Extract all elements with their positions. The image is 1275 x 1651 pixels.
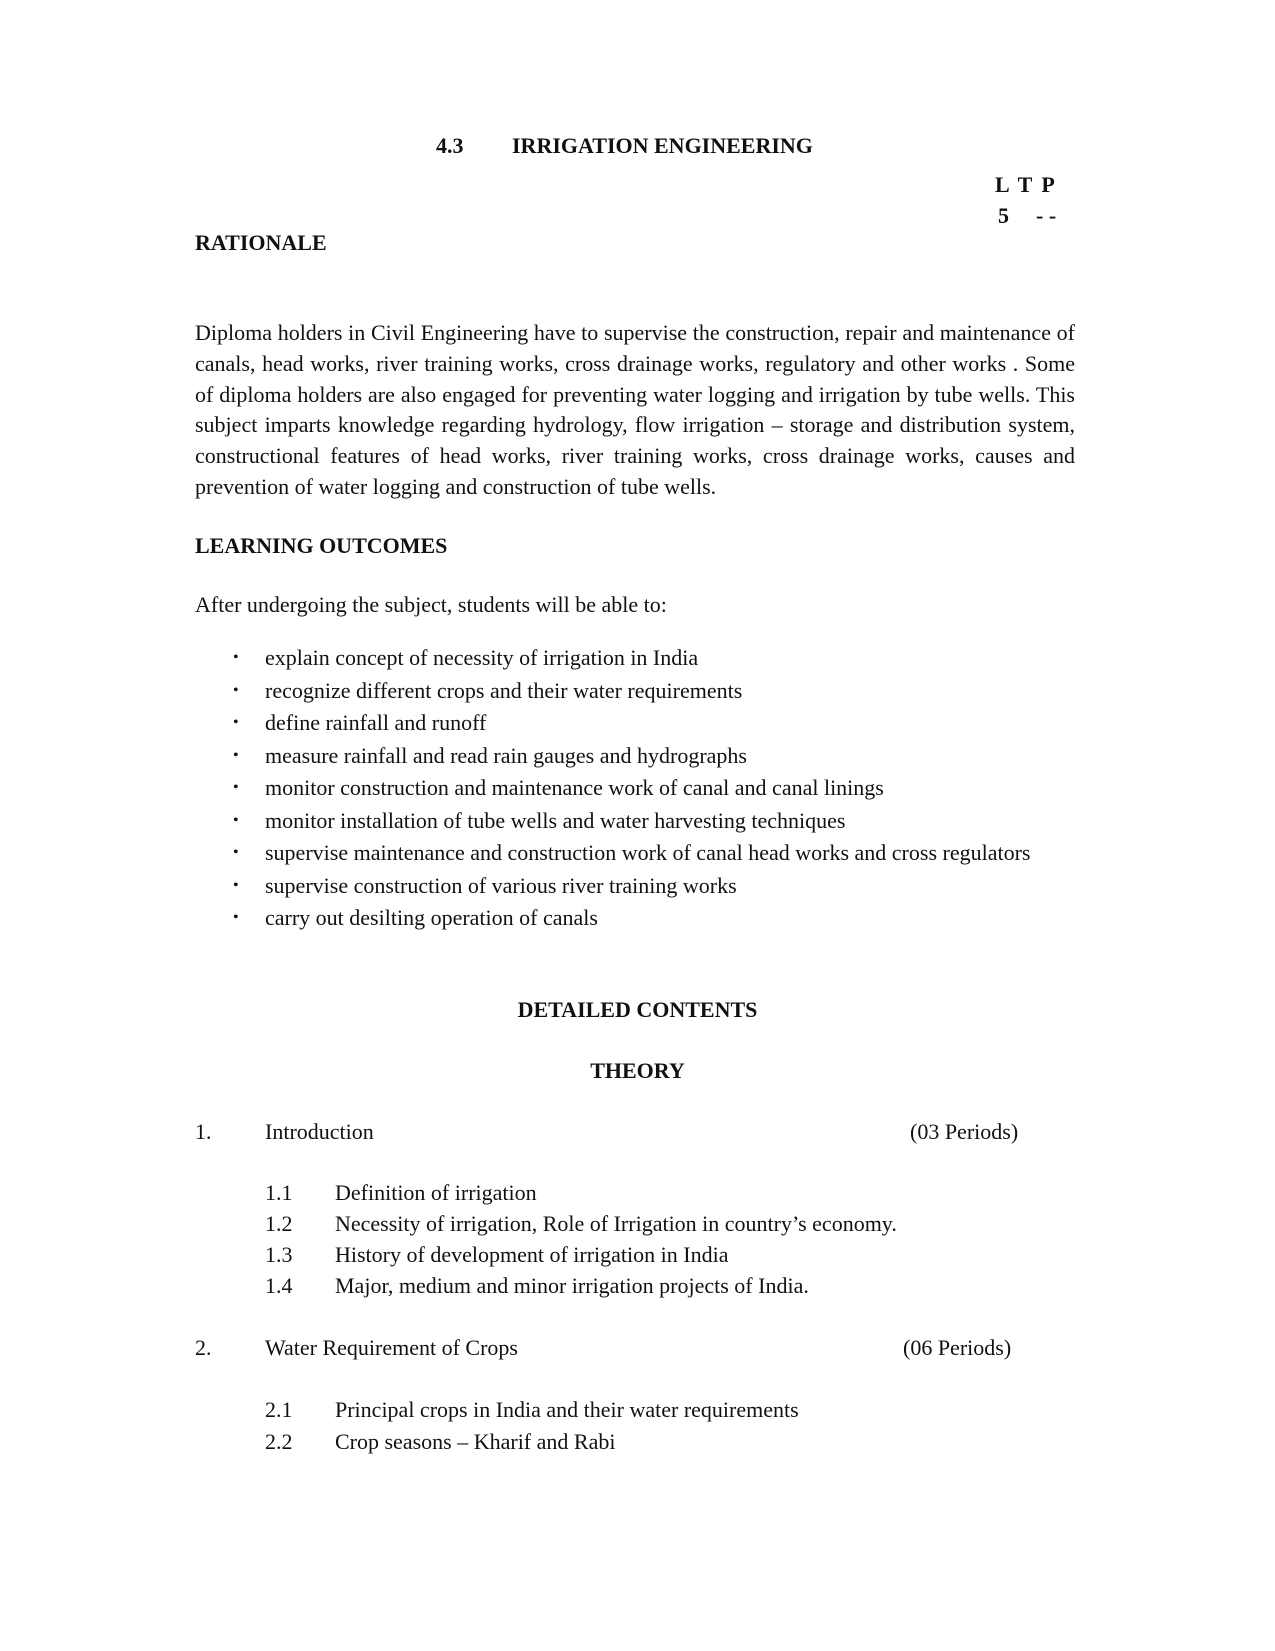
list-item: • supervise construction of various river training works bbox=[228, 871, 1028, 902]
topic-periods: (06 Periods) bbox=[903, 1335, 1012, 1360]
bullet-icon: • bbox=[233, 909, 239, 926]
bullet-icon: • bbox=[233, 844, 239, 861]
subtopic-text: Definition of irrigation bbox=[335, 1180, 537, 1205]
subtopic-number: 1.1 bbox=[265, 1180, 293, 1205]
list-item: • monitor construction and maintenance work of canal and canal linings bbox=[228, 773, 1028, 804]
course-title: IRRIGATION ENGINEERING bbox=[512, 133, 813, 158]
subtopic-text: Crop seasons – Kharif and Rabi bbox=[335, 1429, 616, 1454]
list-item: • monitor installation of tube wells and water harvesting techniques bbox=[228, 806, 1028, 837]
topic-periods: (03 Periods) bbox=[910, 1119, 1019, 1144]
bullet-icon: • bbox=[233, 649, 239, 666]
theory-heading: THEORY bbox=[590, 1058, 685, 1083]
ltp-tutorial-practical-value: - - bbox=[1036, 203, 1057, 228]
bullet-icon: • bbox=[233, 876, 239, 894]
list-item: • measure rainfall and read rain gauges and hydrographs bbox=[228, 741, 1028, 772]
detailed-contents-heading: DETAILED CONTENTS bbox=[517, 997, 758, 1022]
ltp-labels: L T P bbox=[995, 172, 1055, 197]
bullet-icon: • bbox=[233, 811, 239, 829]
subtopic-number: 1.3 bbox=[265, 1242, 293, 1267]
topic-title: Introduction bbox=[265, 1119, 374, 1144]
course-code: 4.3 bbox=[436, 133, 464, 158]
subtopic-text: History of development of irrigation in India bbox=[335, 1242, 729, 1267]
ltp-lecture-value: 5 bbox=[998, 203, 1009, 228]
learning-outcomes-intro: After undergoing the subject, students will be able to: bbox=[195, 592, 667, 617]
rationale-paragraph: Diploma holders in Civil Engineering have to supervise the construction, repair and maintenance of canals, head works, river training works, cross drainage works, regulatory and other works . Some of diploma holders are also engaged for preventing water logging and irrigation by tube wells. This subject imparts knowledge regarding hydrology, flow irrigation – storage and distribution system, constructional features of head works, river training works, cross drainage works, causes and prevention of water logging and construction of tube wells. bbox=[195, 320, 1075, 499]
subtopic-text: Major, medium and minor irrigation projects of India. bbox=[335, 1273, 809, 1298]
list-item: • explain concept of necessity of irrigation in India bbox=[228, 643, 1028, 674]
subtopic-text: Principal crops in India and their water requirements bbox=[335, 1397, 799, 1422]
subtopic-number: 1.2 bbox=[265, 1211, 293, 1236]
bullet-icon: • bbox=[233, 681, 239, 699]
subtopic-number: 1.4 bbox=[265, 1273, 293, 1298]
bullet-icon: • bbox=[233, 779, 239, 796]
list-item: • supervise maintenance and construction work of canal head works and cross regulators bbox=[228, 838, 1038, 869]
learning-outcomes-heading: LEARNING OUTCOMES bbox=[195, 533, 448, 558]
list-item: • recognize different crops and their water requirements bbox=[228, 676, 1028, 707]
learning-outcomes-list bbox=[228, 643, 1031, 936]
bullet-icon: • bbox=[233, 714, 239, 731]
subtopic-text: Necessity of irrigation, Role of Irrigation in country’s economy. bbox=[335, 1211, 897, 1236]
subtopic-number: 2.2 bbox=[265, 1429, 293, 1454]
topic-number: 2. bbox=[195, 1335, 212, 1360]
subtopic-number: 2.1 bbox=[265, 1397, 293, 1422]
topic-number: 1. bbox=[195, 1119, 212, 1144]
topic-title: Water Requirement of Crops bbox=[265, 1335, 518, 1360]
rationale-heading: RATIONALE bbox=[195, 230, 327, 255]
ltp-values bbox=[998, 201, 1056, 231]
list-item: • carry out desilting operation of canals bbox=[228, 903, 1028, 934]
list-item: • define rainfall and runoff bbox=[228, 708, 1028, 739]
bullet-icon: • bbox=[233, 746, 239, 764]
